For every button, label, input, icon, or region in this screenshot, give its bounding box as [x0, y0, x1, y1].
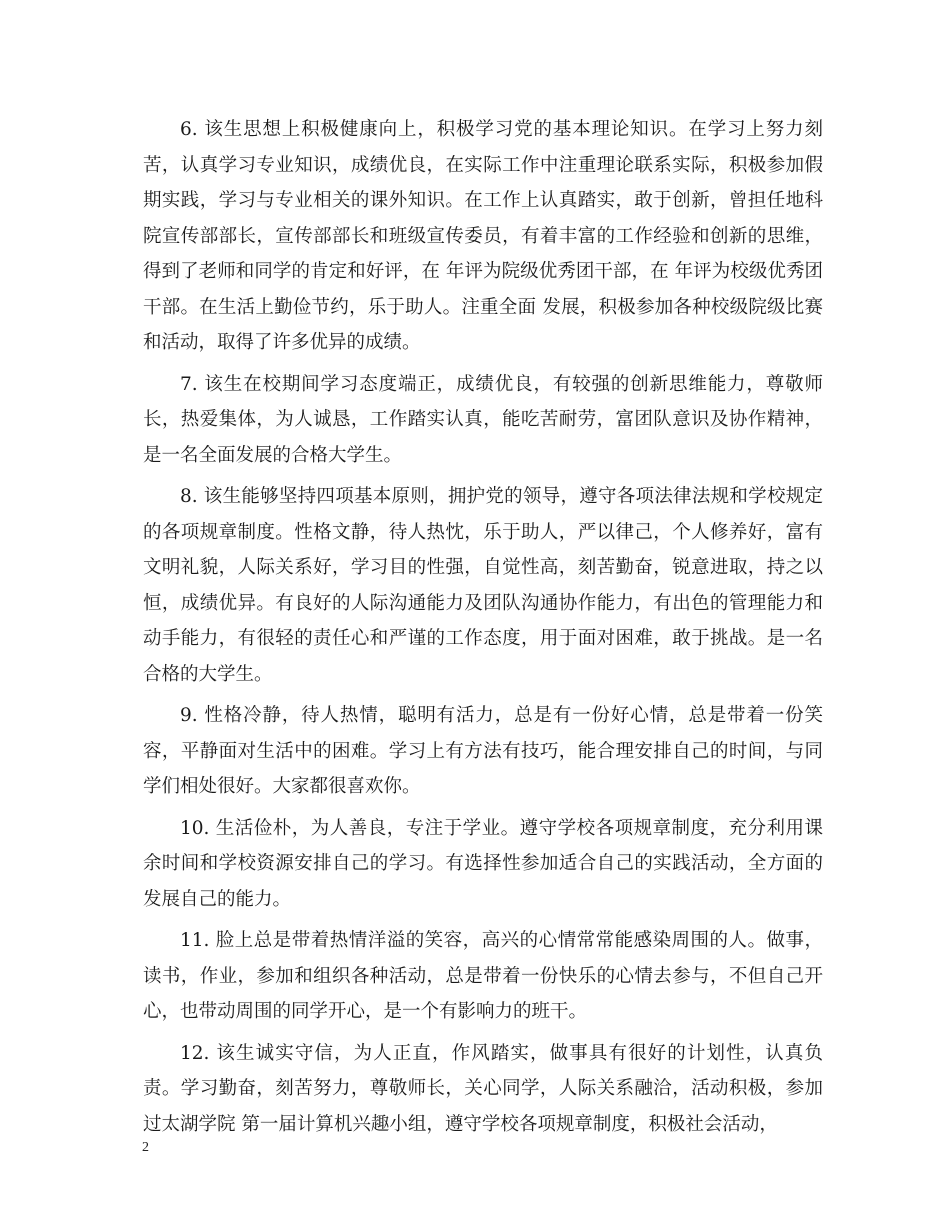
paragraph-11: 11. 脸上总是带着热情洋溢的笑容，高兴的心情常常能感染周围的人。做事，读书，作业，参加和组织各种活动，总是带着一份快乐的心情去参与，不但自己开心，也带动周围的同学开心，是一个有影响力的班干。 — [143, 930, 823, 1022]
paragraph-9: 9. 性格冷静，待人热情，聪明有活力，总是有一份好心情，总是带着一份笑容，平静面对生活中的困难。学习上有方法有技巧，能合理安排自己的时间，与同学们相处很好。大家都很喜欢你。 — [143, 705, 823, 797]
paragraph-6: 6. 该生思想上积极健康向上，积极学习党的基本理论知识。在学习上努力刻苦，认真学习专业知识，成绩优良，在实际工作中注重理论联系实际，积极参加假期实践，学习与专业相关的课外知识。在工作上认真踏实，敢于创新，曾担任地科院宣传部部长，宣传部部长和班级宣传委员，有着丰富的工作经验和创新的思维，得到了老师和同学的肯定和好评，在 年评为院级优秀团干部，在 年评为校级优秀团干部。在生活上勤俭节约，乐于助人。注重全面 发展，积极参加各种校级院级比赛和活动，取得了许多优异的成绩。 — [143, 119, 823, 353]
paragraph-12: 12. 该生诚实守信，为人正直，作风踏实，做事具有很好的计划性，认真负责。学习勤奋，刻苦努力，尊敬师长，关心同学，人际关系融洽，活动积极，参加过太湖学院 第一届计算机兴趣小组，遵守学校各项规章制度，积极社会活动， — [143, 1042, 823, 1135]
document-body — [143, 112, 823, 1148]
page-number: 2 — [142, 1140, 149, 1155]
paragraph-7: 7. 该生在校期间学习态度端正，成绩优良，有较强的创新思维能力，尊敬师长，热爱集体，为人诚恳，工作踏实认真，能吃苦耐劳，富团队意识及协作精神，是一名全面发展的合格大学生。 — [143, 373, 823, 466]
paragraph-8: 8. 该生能够坚持四项基本原则，拥护党的领导，遵守各项法律法规和学校规定的各项规章制度。性格文静，待人热忱，乐于助人，严以律己，个人修养好，富有文明礼貌，人际关系好，学习目的性强，自觉性高，刻苦勤奋，锐意进取，持之以恒，成绩优异。有良好的人际沟通能力及团队沟通协作能力，有出色的管理能力和动手能力，有很轻的责任心和严谨的工作态度，用于面对困难，敢于挑战。是一名合格的大学生。 — [143, 486, 823, 685]
paragraph-10: 10. 生活俭朴，为人善良，专注于学业。遵守学校各项规章制度，充分利用课余时间和学校资源安排自己的学习。有选择性参加适合自己的实践活动，全方面的发展自己的能力。 — [143, 817, 823, 910]
